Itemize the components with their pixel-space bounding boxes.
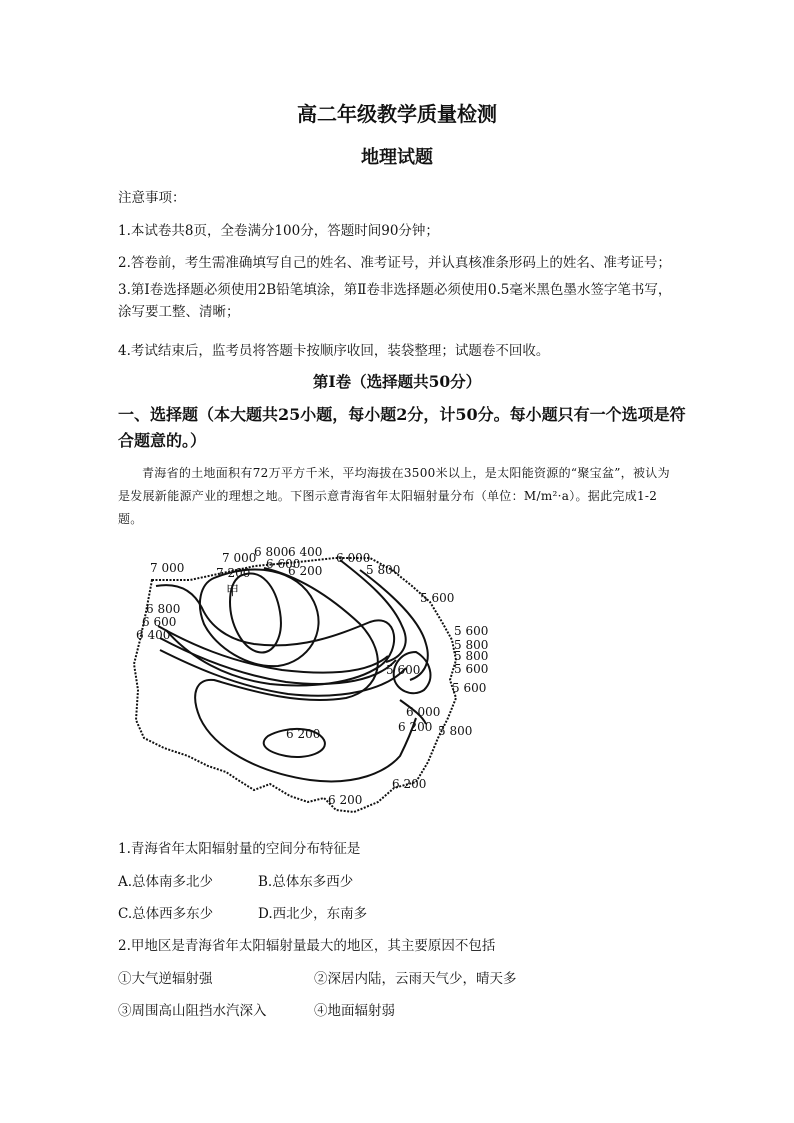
- map-label: 6 800: [146, 602, 181, 616]
- q1-option-c[interactable]: C.总体西多东少: [118, 906, 214, 922]
- map-label: 6 000: [406, 705, 441, 719]
- map-label: 6 200: [288, 564, 323, 578]
- solar-radiation-contour-map: [130, 540, 500, 820]
- map-label: 6 200: [392, 777, 427, 791]
- map-label: 6 400: [136, 628, 171, 642]
- map-label: 6 000: [336, 551, 371, 565]
- contour-6200-long: [195, 568, 416, 781]
- map-label: 5 800: [438, 724, 473, 738]
- part1-title: 第Ⅰ卷（选择题共50分）: [312, 372, 482, 391]
- q1-option-d[interactable]: D.西北少，东南多: [258, 906, 368, 922]
- map-label: 5 600: [420, 591, 455, 605]
- note-item-1: 1.本试卷共8页，全卷满分100分，答题时间90分钟；: [118, 223, 439, 239]
- exam-subtitle: 地理试题: [361, 147, 433, 168]
- note-item-2: 2.答卷前，考生需准确填写自己的姓名、准考证号，并认真核准条形码上的姓名、准考证号；: [118, 255, 671, 271]
- q2-option-3[interactable]: ③周围高山阻挡水汽深入: [118, 1003, 267, 1019]
- map-label: 7 200: [216, 566, 251, 580]
- map-label: 5 800: [454, 638, 489, 652]
- question-1-stem: 1.青海省年太阳辐射量的空间分布特征是: [118, 841, 361, 857]
- map-label: 6 200: [286, 727, 321, 741]
- map-label: 6 200: [328, 793, 363, 807]
- map-label: 6 200: [398, 720, 433, 734]
- map-label: 7 000: [222, 551, 257, 565]
- q1-option-b[interactable]: B.总体东多西少: [258, 874, 354, 890]
- note-item-3: 3.第Ⅰ卷选择题必须使用2B铅笔填涂，第Ⅱ卷非选择题必须使用0.5毫米黑色墨水签字笔书写，涂写要工整、清晰；: [118, 282, 672, 320]
- q2-option-2[interactable]: ②深居内陆，云雨天气少，晴天多: [314, 971, 517, 987]
- map-label: 6 600: [142, 615, 177, 629]
- question-2-stem: 2.甲地区是青海省年太阳辐射量最大的地区，其主要原因不包括: [118, 938, 496, 954]
- q2-option-1[interactable]: ①大气逆辐射强: [118, 971, 213, 987]
- map-label: 6 800: [254, 545, 289, 559]
- map-label: 5 600: [454, 624, 489, 638]
- q1-option-a[interactable]: A.总体南多北少: [118, 874, 214, 890]
- notes-heading: 注意事项：: [118, 190, 186, 206]
- map-label: 6 600: [266, 557, 301, 571]
- map-label: 5 600: [454, 662, 489, 676]
- map-label: 5 800: [366, 563, 401, 577]
- map-label: 7 000: [150, 561, 185, 575]
- map-label: 6 400: [288, 545, 323, 559]
- location-marker-jia: 甲: [226, 584, 240, 599]
- note-item-4: 4.考试结束后，监考员将答题卡按顺序收回，装袋整理；试题卷不回收。: [118, 343, 550, 359]
- section-heading: 一、选择题（本大题共25小题，每小题2分，计50分。每小题只有一个选项是符合题意的。）: [118, 405, 686, 450]
- map-label: 5 600: [386, 663, 421, 677]
- reading-passage: 青海省的土地面积有72万平方千米，平均海拔在3500米以上，是太阳能资源的“聚宝盆”，被认为是发展新能源产业的理想之地。下图示意青海省年太阳辐射量分布（单位：M/m²·a）。据此完成1-2题。: [118, 466, 670, 526]
- map-label: 5 600: [452, 681, 487, 695]
- q2-option-4[interactable]: ④地面辐射弱: [314, 1003, 395, 1019]
- exam-title: 高二年级教学质量检测: [297, 102, 497, 126]
- map-label: 5 800: [454, 649, 489, 663]
